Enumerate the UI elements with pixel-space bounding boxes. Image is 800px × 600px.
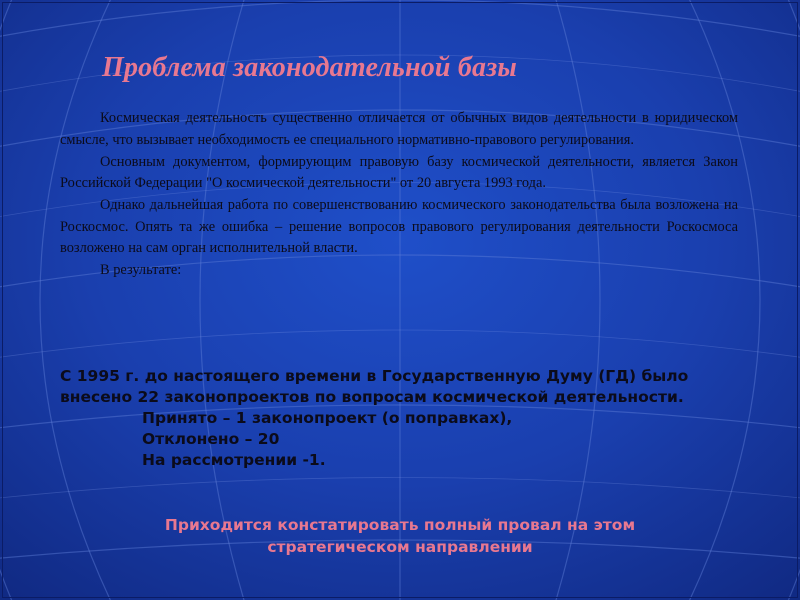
result-rejected: Отклонено – 20 — [142, 430, 280, 448]
paragraph-space-activity: Космическая деятельность существенно отличается от обычных видов деятельности в юридическом смысле, что вызывает необходимость ее специального нормативно-правового регулирования. — [60, 110, 738, 148]
result-pending: На рассмотрении -1. — [142, 451, 326, 469]
paragraph-main-law: Основным документом, формирующим правовую базу космической деятельности, является Закон Российской Федерации "О космической деятельности" от 20 августа 1993 года. — [60, 153, 738, 192]
conclusion-text: Приходится констатировать полный провал на этом стратегическом направлении — [164, 516, 636, 556]
paragraph-roscosmos: Однако дальнейшая работа по совершенствованию космического законодательства была возложена на Роскосмос. Опять та же ошибка – решение вопросов правового регулирования деятельности Роскосмоса возложено на сам орган исполнительной власти. — [60, 197, 738, 257]
results-lead: С 1995 г. до настоящего времени в Государственную Думу (ГД) было внесено 22 законопроектов по вопросам космической деятельности. — [60, 367, 689, 406]
paragraph-result-intro: В результате: — [100, 262, 182, 279]
intro-text — [60, 108, 738, 282]
slide-title: Проблема законодательной базы — [102, 52, 517, 83]
result-adopted: Принято – 1 законопроект (о поправках), — [142, 409, 513, 427]
results-block — [60, 366, 740, 471]
slide-frame — [2, 2, 798, 598]
